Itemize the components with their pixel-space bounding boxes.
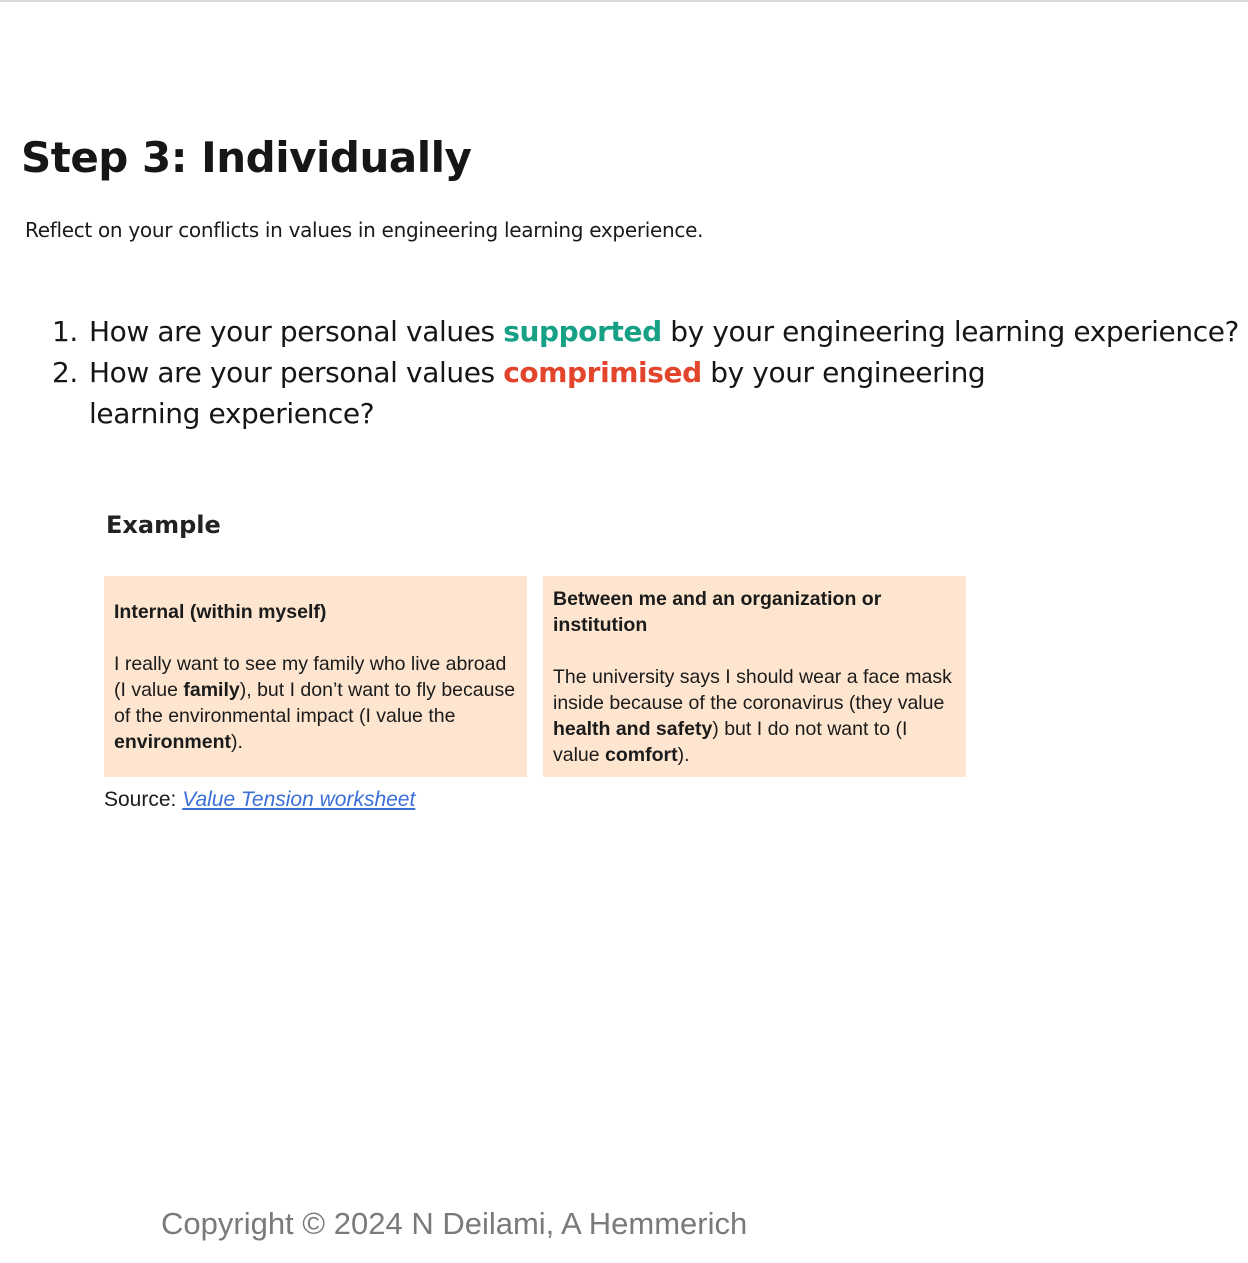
- example-heading: Example: [106, 511, 221, 539]
- source-line: [104, 786, 415, 814]
- source-label: Source:: [104, 788, 183, 811]
- card-text: ) but I do not want to (I value: [553, 717, 908, 766]
- question-item: [50, 352, 1230, 434]
- question-item: [50, 311, 1240, 352]
- card-title: Internal (within myself): [114, 600, 327, 623]
- card-value-comfort: comfort: [605, 743, 678, 766]
- question-text-after: by your engineering learning experience?: [661, 315, 1240, 348]
- question-text-before: How are your personal values: [89, 315, 504, 348]
- example-card-organization: [543, 576, 966, 777]
- question-text-before: How are your personal values: [89, 356, 504, 389]
- question-number: 2.: [52, 356, 78, 389]
- card-body: [553, 664, 956, 768]
- card-text: I really want to see my family who live abroad (I value: [114, 652, 507, 701]
- question-keyword-supported: supported: [503, 315, 662, 348]
- example-card-internal: [104, 576, 527, 777]
- card-value-family: family: [183, 678, 240, 701]
- question-list: [50, 311, 1240, 434]
- question-keyword-comprimised: comprimised: [503, 356, 702, 389]
- card-value-environment: environment: [114, 730, 232, 753]
- top-divider: [0, 0, 1248, 2]
- card-text: ).: [677, 743, 690, 766]
- question-text: [89, 352, 1089, 434]
- card-text: ), but I don’t want to fly because of the environmental impact (I value the: [114, 678, 516, 727]
- question-text-after: by your engineering learning experience?: [89, 356, 986, 430]
- card-text: ).: [231, 730, 243, 753]
- card-text: The university says I should wear a face mask inside because of the coronavirus (they value: [553, 665, 952, 714]
- page-title: Step 3: Individually: [21, 133, 472, 182]
- card-body: [114, 651, 517, 755]
- source-link[interactable]: Value Tension worksheet: [182, 788, 416, 811]
- copyright-footer: Copyright © 2024 N Deilami, A Hemmerich: [161, 1206, 748, 1241]
- question-text: [89, 311, 1248, 352]
- card-value-health-and-safety: health and safety: [553, 717, 713, 740]
- question-number: 1.: [52, 315, 78, 348]
- card-title: Between me and an organization or institution: [553, 587, 882, 636]
- intro-text: Reflect on your conflicts in values in engineering learning experience.: [25, 218, 704, 242]
